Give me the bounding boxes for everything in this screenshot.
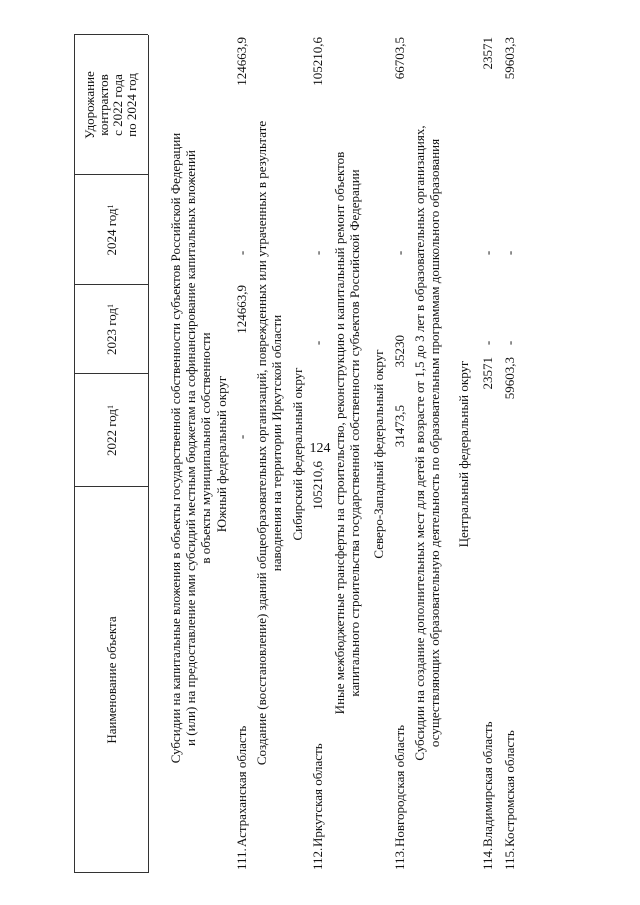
section-title: Создание (восстановление) зданий общеобразовательных организаций, поврежденных или утраченных в результате наводнения на территории Иркутской области xyxy=(254,120,284,766)
table-row: 113. Новгородская область 31473,5 35230 - 66703,5 xyxy=(392,37,407,870)
header-name: Наименование объекта xyxy=(103,616,119,744)
district-heading: Центральный федеральный округ xyxy=(456,360,471,548)
header-bottom-border xyxy=(148,35,149,873)
table-row: 112. Иркутская область 105210,6 - - 105210,6 xyxy=(310,37,325,870)
table-row: 114. Владимирская область 23571 - - 23571 xyxy=(480,37,495,870)
header-2024: 2024 год 1 xyxy=(103,204,119,256)
header-2022: 2022 год 1 xyxy=(103,405,119,456)
header-2023: 2023 год 1 xyxy=(103,304,119,355)
budget-table xyxy=(74,35,602,873)
district-heading: Южный федеральный округ xyxy=(214,375,229,533)
section-title: Иные межбюджетные трансферты на строительство, реконструкцию и капитальный ремонт объектов капитального строительства государственной собственности субъектов Российской Федерации xyxy=(332,151,362,715)
table-row: 115. Костромская область 59603,3 - - 59603,3 xyxy=(502,37,517,870)
page-number: 124 xyxy=(309,441,331,456)
district-heading: Сибирский федеральный округ xyxy=(290,367,305,541)
table-row: 111. Астраханская область - 124663,9 - 124663,9 xyxy=(234,37,249,870)
section-title: Субсидии на капитальные вложения в объекты государственной собственности субъектов Российской Федерации и (или) на предоставление ими субсидий местным бюджетам на софинансирование капитальных вложений в объекты муниципальной собственности xyxy=(168,132,213,764)
section-title: Субсидии на создание дополнительных мест для детей в возрасте от 1,5 до 3 лет в образовательных организациях, осуществляющих образовательную деятельность по образовательным программам дошкольного образования xyxy=(412,125,442,761)
district-heading: Северо-Западный федеральный округ xyxy=(371,349,386,559)
header-change: Удорожание контрактов с 2022 года по 2024 год xyxy=(82,71,139,139)
